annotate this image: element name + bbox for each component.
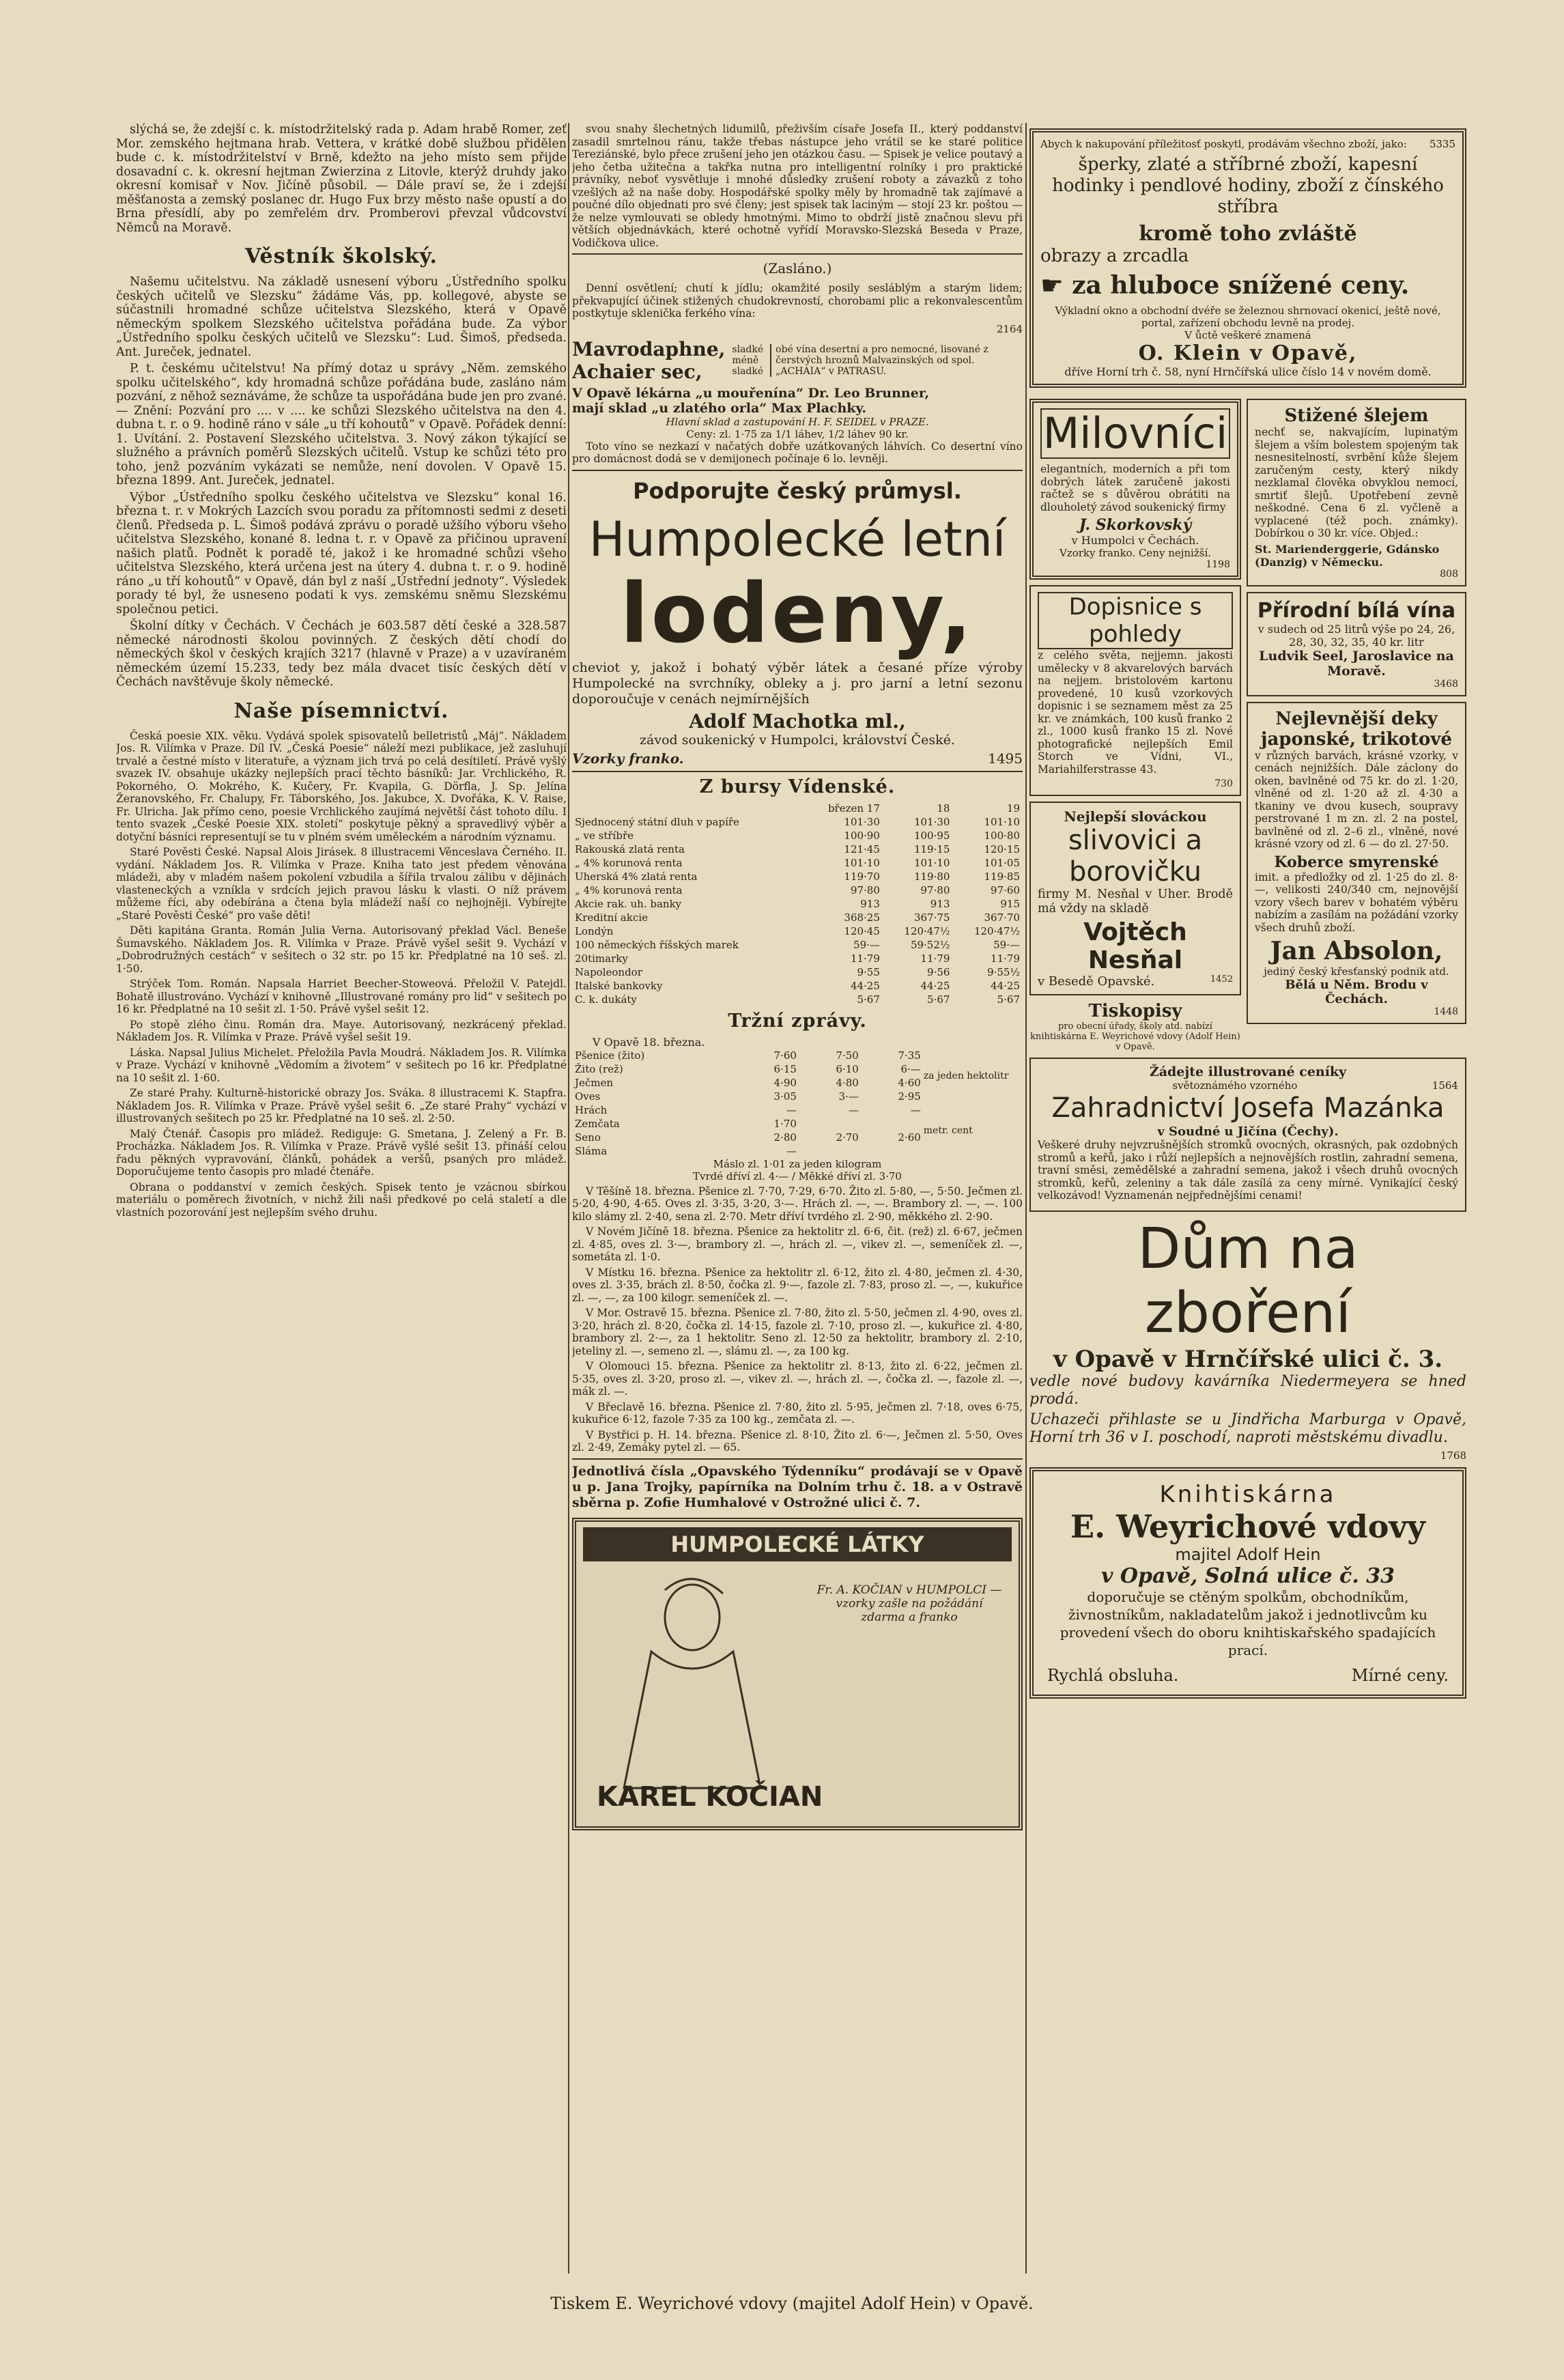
wine-note: Toto víno se nezkazí v načatých dobře uzátkovaných láhvích. Co desertní víno pro domácnost dodá se v demijonech počínaje 6 lo. levněji. [572, 440, 1023, 465]
humpolec-picture-ad [572, 1518, 1023, 1830]
ps-fast: Rychlá obsluha. [1047, 1665, 1179, 1685]
news-paragraph: slýchá se, že zdejší c. k. místodržitelský rada p. Adam hrabě Romer, zeť Mor. zemského hejtmana hrab. Vettera, v krátké době službou přidělen bude c. k. místodržitelství v Brně, kdežto na jeho místo sem přijde dosavadní c. k. okresní hejtman Zwierzina z Litovle, kterýž druhdy jako okresní komisař v Nov. Jičíně působil. — Dále praví se, že i zdejší měšťanosta a zemský poslanec dr. Hugo Fux brzy město naše opustí a do Brna přesídlí, aby po zemřelém drv. Promberovi převzal vůdcovství Němců na Moravě. [116, 123, 567, 235]
literature-item: Malý Čtenář. Časopis pro mládež. Rediguje: G. Smetana, J. Zelený a Fr. B. Procházka. Nákladem Jos. R. Vilímka v Praze. Právě vyšlé sešit 13. přináší celou řadu pěkných vypravování, článků, pohádek a veršů, psaných pro mládež. Doporučujeme tento časopis pro mladé čtenáře. [116, 1127, 567, 1178]
woman-figure-illustration [590, 1570, 795, 1795]
literature-item: Česká poesie XIX. věku. Vydává spolek spisovatelů belletristů „Máj“. Nákladem Jos. R. Vilímka v Praze. Díl IV. „Česká Poesie“ náleží mezi publikace, jež zasluhují trvalé a čestné místo v literatuře, a význam jich trvá po celá desítiletí. Právě vyšlý svazek IV. obsahuje ukázky nejlepších prací těchto básníků: Jar. Vrchlického, R. Pokorného, O. Mokrého, K. Kučery, Fr. Kvapila, G. Dörfla, J. Sp. Jelína Žeranovského, Fr. Chalupy, Fr. Táborského, Jos. Jakubce, X. Dvořáka, K. V. Raise, Fr. Ulricha. Jak přímo ceno, poesie Vrchlického zaujímá největší část tohoto dílu. I tento svazek „České Poesie XIX. století“ poskytuje pěkný a spravedlivý výběr a dotyční básníci representují se tu v plném svém uměleckém a národním významu. [116, 729, 567, 843]
bourse-value: 44·25 [920, 979, 950, 992]
market-row [572, 1076, 924, 1090]
bourse-item: Uherská 4% zlatá renta [575, 870, 698, 883]
market-title: Tržní zprávy. [728, 1010, 867, 1032]
bourse-value: 5·67 [927, 993, 950, 1006]
japan-text: v různých barvách, krásné vzorky, v cenách nejnižších. Dále záclony do oken, bavlněné od 75 kr. do zl. 1·20, vlněné od zl. 1·20 až zl. 4·30 a tkaniny ve dvou kusech, soupravy perstrované 1 m zn. zl. 2 na postel, bavlněné od zl. 2–6 zl., vlněné, nové krásné vzory od zl. 6 — do zl. 27·50. [1255, 749, 1458, 850]
postcard-ad [1029, 585, 1241, 796]
garden-sub: světoznámého vzorného [1172, 1079, 1298, 1092]
bourse-value: 120·45 [844, 924, 880, 937]
market-row [572, 1103, 924, 1117]
wine-sweet-label: sladké [732, 343, 764, 355]
market-price: 4·80 [836, 1076, 859, 1089]
market-price: 6·15 [773, 1062, 797, 1075]
jewel-addr: dříve Horní trh č. 58, nyní Hrnčířská ulice číslo 14 v novém domě. [1064, 365, 1432, 378]
slivovice-firm: Vojtěch Nesňal [1083, 918, 1187, 974]
market-price: — [848, 1103, 859, 1116]
market-item: Oves [575, 1090, 601, 1103]
bourse-value: 121·45 [844, 842, 880, 855]
wine-hq: Hlavní sklad a zastupování H. F. SEIDEL v PRAZE. [666, 415, 929, 428]
market-row [572, 1049, 924, 1062]
jewel-also: kromě toho zvláště [1139, 222, 1357, 246]
jewel-price: za hluboce snížené ceny. [1072, 271, 1410, 300]
literature-item: Strýček Tom. Román. Napsala Harriet Beecher-Stoweová. Přeložil V. Patejdl. Bohatě illustrováno. Vychází v knihovně „Illustrované romány pro lid“ v sešitech po 16 kr. Předplatné na 10 sešit zl. 1·50. Právě vyšel sešit 12. [116, 978, 567, 1015]
column-left [116, 123, 567, 2273]
wine-price: Ceny: zl. 1·75 za 1/1 láhev, 1/2 láhev 90 kr. [686, 427, 909, 440]
japan-ad [1247, 702, 1466, 1025]
ad-number: 2164 [996, 322, 1023, 335]
ps-text: doporučuje se ctěným spolkům, obchodníkům, živnostníkům, nakladatelům jakož i jednotlivcům ku provedení všech do oboru knihtiskařského spadajících prací. [1060, 1588, 1436, 1658]
bourse-row [572, 883, 1023, 897]
zaslano-heading: (Zasláno.) [763, 260, 832, 277]
wine2-title: Přírodní bílá vína [1257, 598, 1456, 623]
market-table [572, 1049, 924, 1158]
market-item: Zemčata [575, 1117, 620, 1130]
market-report: V Mor. Ostravě 15. března. Pšenice zl. 7·80, žito zl. 5·50, ječmen zl. 4·90, oves zl. 3·20, hrách zl. 8·20, čočka zl. 14·15, fazole zl. 7·10, proso zl. —, kukuřice zl. 4·80, brambory zl. 2·—, za 1 hektolitr. Seno zl. 12·50 za hektolitr, brambory zl. 2·10, jeteliny zl. —, semeno zl. —, slámu zl. —, za 100 kg. [572, 1307, 1023, 1357]
market-row [572, 1062, 924, 1076]
house-ad [1029, 1217, 1466, 1462]
absolon-firm: Jan Absolon, [1270, 937, 1443, 965]
slivovice-text: firmy M. Nesňal v Uher. Brodě má vždy na skladě [1038, 888, 1233, 916]
market-price [799, 1117, 862, 1131]
lovers-text: elegantních, moderních a při tom dobrých látek zaručeně jakosti račtež se s důvěrou obrátiti na dlouholetý závod soukenický firmy [1040, 463, 1230, 513]
market-price: — [786, 1103, 797, 1116]
pointing-hand-icon: ☛ [1040, 270, 1064, 300]
carpet-text: imit. a předložky od zl. 1·25 do zl. 8·—, velikosti 240/340 cm, nejnovější vzory všech barev v bohatém výběru nabízím a zasílám na požádání vzorky všech druhů zboží. [1255, 870, 1458, 934]
ad-number: 3468 [1434, 678, 1458, 690]
bourse-value: 100·95 [913, 829, 950, 842]
bourse-value: 100·90 [844, 829, 880, 842]
bourse-table [572, 802, 1023, 1006]
picture-ad-title: HUMPOLECKÉ LÁTKY [583, 1527, 1012, 1561]
ad-number: 1768 [1440, 1449, 1466, 1462]
ps-owner: majitel Adolf Hein [1175, 1544, 1321, 1564]
humpolec-samples: Vzorky franko. [572, 750, 684, 767]
news-paragraph: Výbor „Ústředního spolku českého učitelstva ve Slezsku“ konal 16. března t. r. v Mokrých Lazcích svou poradu za přítomnosti sedmi z deseti členů. Předseda p. L. Šimoš podává zprávu o poradě užšího výboru všeho učitelstva Slezského, konané 8. ledna t. r. v Opavě za přičinou upravení našich platů. Podnět k poradě té, jakož i ke hromadné schůzi všeho učitelstva Slezského, která určena jest na útery 4. dubna t. r. o 9. hodině ráno „u tří kohoutů“ v Opavě, dán byl z naší „Ústřední jednoty“. Výsledek porady té byl, že usneseno podati k vys. zemskému sněmu Slezskému společnou petici. [116, 490, 567, 617]
market-price: 4·90 [773, 1076, 797, 1089]
market-item: Seno [575, 1131, 601, 1144]
literature-item: Obrana o poddanství v zemích českých. Spisek tento je vzácnou sbírkou materiálu o poměrech životních, v nichž žili naši předkové po celá staletí a dle vlastních pozorování jest nejlepším svého druhu. [116, 1180, 567, 1219]
bourse-value: 101·10 [844, 856, 880, 869]
bourse-value: 97·80 [850, 883, 880, 896]
market-item: Sláma [575, 1144, 608, 1157]
jewel-firm: O. Klein v Opavě, [1138, 341, 1358, 365]
bourse-value: 120·47½ [904, 924, 950, 937]
garden-text: Veškeré druhy nejvzrušnějších stromků ovocných, okrasných, pak ozdobných stromů a keřů, jako i růží nejlepších a nejnovějších rostlin, zahradní semena, travní směsi, zemědělské a zahradní semena, jakož i všech druhů ovocných stromků, keřů, zeleniny a tak dále zasílá za ceny mírné. Vynikající český velkozávod! Vyznamenán nejpřednějšími cenami! [1038, 1139, 1458, 1202]
bourse-value: 9·55 [857, 965, 880, 978]
section-heading-school: Věstník školský. [245, 244, 438, 268]
bourse-item: C. k. dukáty [575, 993, 637, 1006]
bourse-row [572, 829, 1023, 842]
bourse-row [572, 993, 1023, 1006]
bourse-item: „ 4% korunová renta [575, 856, 683, 869]
bourse-value: 97·60 [991, 883, 1020, 896]
absolon-place: Bělá u Něm. Brodu v Čechách. [1285, 978, 1428, 1006]
slivovice-title: slivovici a borovičku [1068, 825, 1203, 888]
house-note: Uchazeči přihlaste se u Jindřicha Marburga v Opavě, Horní trh 36 v I. poschodí, naproti městskému divadlu. [1029, 1411, 1466, 1446]
bourse-value: 97·80 [920, 883, 950, 896]
bourse-row [572, 965, 1023, 979]
bourse-value: 11·79 [920, 952, 950, 965]
bourse-item: Londýn [575, 924, 614, 937]
market-row [572, 1117, 924, 1131]
jewel-mirrors: obrazy a zrcadla [1040, 246, 1189, 266]
ps-addr: v Opavě, Solná ulice č. 33 [1101, 1563, 1395, 1588]
bourse-item: Sjednocený státní dluh v papíře [575, 815, 739, 828]
bourse-value: 5·67 [997, 993, 1020, 1006]
lovers-title: Milovníci [1040, 408, 1230, 459]
column-middle [572, 123, 1023, 2273]
humpolec-title: Humpolecké letní [588, 511, 1006, 567]
ps-name: E. Weyrichové vdovy [1070, 1507, 1425, 1545]
bourse-value: 59·— [853, 938, 880, 951]
bourse-item: „ 4% korunová renta [575, 883, 683, 896]
bourse-row [572, 856, 1023, 870]
market-item: Hrách [575, 1103, 608, 1116]
garden-top: Žádejte illustrované ceníky [1149, 1064, 1347, 1079]
market-report: V Novém Jičíně 18. března. Pšenice za hektolitr zl. 6·6, čit. (rež) zl. 6·67, ječmen zl. 4·85, oves zl. 3·—, brambory zl. —, hrách zl. —, vikev zl. —, semeníček zl. —, sometáta zl. 1·0. [572, 1226, 1023, 1263]
bourse-value: 101·10 [913, 856, 950, 869]
wine2-firm: Ludvik Seel, Jaroslavice na Moravě. [1259, 648, 1454, 679]
bourse-item: Italské bankovky [575, 979, 663, 992]
market-price: 7·35 [898, 1049, 921, 1062]
bourse-value: 100·80 [984, 829, 1020, 842]
wine-opava2: mají sklad „u zlatého orla“ Max Plachky. [572, 400, 866, 416]
literature-item: Staré Pověsti České. Napsal Alois Jirásek. 8 illustracemi Věnceslava Černého. II. vydání. Nákladem Jos. R. Vilímka v Praze. Kniha tato jest předem věnována mládeži, aby v mladém našem pokolení vzbudila a šířila trvalou zálibu v dějinách vlasteneckých a vzníkla v srdcích jejich pravou lásku k vlasti. O níž právem můžeme říci, aby odebírána a čtena byla mládeží naší co nejhojněji. Vybírejte „Staré Pověsti České“ pro vaše děti! [116, 846, 567, 922]
jewel-note: Výkladní okno a obchodní dvéře se železnou shrnovací okenicí, ještě nové, portal, zařízení obchodu levně na prodej. [1055, 304, 1441, 329]
market-price: 1·70 [773, 1117, 797, 1130]
bourse-value: 913 [860, 897, 880, 910]
bourse-value: 101·10 [984, 815, 1020, 828]
postcard-title: Dopisnice s pohledy [1038, 592, 1233, 649]
hernia-firm: St. Marienderggerie, Gdánsko (Danzig) v Německu. [1255, 542, 1440, 569]
ad-number: 1452 [1210, 974, 1233, 984]
bourse-value: 59·52½ [910, 938, 950, 951]
humpolec-big: lodeny, [620, 566, 975, 662]
slivovice-top: Nejlepší slováckou [1064, 808, 1207, 825]
market-price: 6·— [900, 1062, 921, 1075]
hernia-title: Stižené šlejem [1284, 406, 1429, 426]
picture-ad-maker: KAREL KOČIAN [597, 1781, 823, 1813]
literature-item: Po stopě zlého činu. Román dra. Maye. Autorisovaný, nezkrácený překlad. Nákladem Jos. R. Vilímka v Praze. Právě vyšel sešit 19. [116, 1018, 567, 1043]
bourse-value: 101·30 [913, 815, 950, 828]
single-copies-notice: Jednotlivá čísla „Opavského Týdenníku“ prodávají se v Opavě u p. Jana Trojky, papírníka na Dolním trhu č. 18. a v Ostravě sběrna p. Zofie Humhalové v Ostrožné ulici č. 7. [572, 1463, 1023, 1510]
market-price: 6·10 [836, 1062, 859, 1075]
bourse-row [572, 911, 1023, 924]
bourse-row [572, 924, 1023, 938]
absolon-text: jediný český křesťanský podnik atd. [1264, 965, 1449, 978]
bourse-value: 913 [930, 897, 950, 910]
jeweller-ad [1029, 128, 1466, 388]
bourse-row [572, 870, 1023, 883]
japan-title: Nejlevnější deky japonské, trikotové [1261, 708, 1452, 750]
ad-number: 808 [1440, 568, 1458, 580]
print-title: Tiskopisy [1088, 1001, 1182, 1021]
jewel-items: šperky, zlaté a stříbrné zboží, kapesní hodinky i pendlové hodiny, zboží z čínského stříbra [1052, 154, 1444, 217]
bourse-value: 119·85 [984, 870, 1020, 883]
market-price: 3·05 [773, 1090, 797, 1103]
ps-cheap: Mírné ceny. [1351, 1665, 1449, 1685]
bourse-value: 5·67 [857, 993, 880, 1006]
bourse-value: 44·25 [991, 979, 1020, 992]
market-row [572, 1090, 924, 1103]
market-price: 4·60 [898, 1076, 921, 1089]
bourse-row [572, 815, 1023, 829]
bourse-value: 9·56 [927, 965, 950, 978]
market-price: 2·60 [898, 1131, 921, 1144]
market-report: V Bystřici p. H. 14. března. Pšenice zl. 8·10, Žito zl. 6·—, Ječmen zl. 5·50, Oves zl. 2·49, Zemáky pytel zl. — 65. [572, 1428, 1023, 1454]
bourse-item: 20timarky [575, 952, 628, 965]
lovers-place: v Humpolci v Čechách. [1071, 534, 1199, 547]
wine-ad [572, 338, 1023, 383]
market-price: 2·70 [836, 1131, 859, 1144]
market-report: V Místku 16. března. Pšenice za hektolitr zl. 6·12, žito zl. 4·80, ječmen zl. 4·30, oves zl. 3·35, brách zl. 8·50, čočka zl. 9·—, fazole zl. 7·83, proso zl. —, —, kukuřice zl. —, —, za 100 kilogr. semeníček zl. —. [572, 1266, 1023, 1304]
bourse-item: Akcie rak. uh. banky [575, 897, 682, 910]
humpolec-firm: Adolf Machotka ml., [689, 709, 906, 733]
column-rule [568, 123, 569, 2273]
bourse-item: 100 německých říšských marek [575, 938, 739, 951]
market-butter: Máslo zl. 1·01 za jeden kilogram [713, 1157, 882, 1170]
bourse-value: 120·15 [984, 842, 1020, 855]
bourse-row [572, 952, 1023, 965]
bourse-value: 367·70 [984, 911, 1020, 924]
hernia-text: nechť se, nakvajícím, lupinatým šlejem a vším bolestem spojeným tak nesnesitelností, svrbění kůže šlejem zaručeným cesty, který nikdy nezklamal člověka obvyklou nemocí, smrtiť šlejů. Upotřebení zevně neškodné. Cena 6 zl. vyčleně a vyplacené (též poch. známky). Dobírkou o 30 kr. více. Objed.: [1255, 426, 1458, 539]
slivovice-place: v Besedě Opavské. [1038, 974, 1155, 989]
bourse-date: 18 [937, 802, 950, 814]
printing-house-ad [1029, 1467, 1466, 1699]
bourse-value: 915 [1000, 897, 1020, 910]
humpolec-banner: Podporujte český průmysl. [633, 477, 962, 504]
market-report: V Olomouci 15. března. Pšenice za hektolitr zl. 8·13, žito zl. 6·22, ječmen zl. 5·35, oves zl. 3·20, proso zl. —, vikev zl. —, hrách zl. —, čočka zl. —, fazole zl. —, mák zl. —. [572, 1360, 1023, 1398]
news-paragraph: svou snahy šlechetných lidumilů, přeživším císaře Josefa II., který poddanství zasadil smrtelnou ránu, takže třebas nástupce jeho vrátil se ke staré politice Tereziánské, bylo přece zrušení jeho jen otázkou času. — Spisek je velice poutavý a jeho četba užitečna a takřka nutna pro intelligentní rolníky i pro praktické právníky, neboť vysvětluje i mnohé důsledky zrušení roboty a závazků z toho vzešlých až na naše doby. Hospodářské spolky měly by hromadně tak zajímavé a poučné dílo objednati pro své členy; jest spisek tak laciným — stojí 23 kr. poštou — že nelze vymlouvati se obledy hmotnými. Mimo to obdrží jistě značnou slevu při větších objednávkách, které ochotně vyřídí Moravsko-Slezská Beseda v Praze, Vodičkova ulice. [572, 123, 1023, 249]
bourse-item: Kreditní akcie [575, 911, 649, 924]
ad-number: 5335 [1429, 138, 1455, 150]
market-unit: za jeden hektolitr [923, 1070, 1009, 1081]
bourse-row [572, 842, 1023, 856]
market-sub: V Opavě 18. března. [593, 1035, 705, 1049]
ps-top: Knihtiskárna [1159, 1480, 1337, 1508]
column-right [1029, 123, 1466, 2273]
garden-ad [1029, 1058, 1466, 1212]
jewel-top: Abych k nakupování příležitosť poskytl, prodávám všechno zboží, jako: [1040, 138, 1407, 150]
market-unit: metr. cent [923, 1124, 973, 1136]
wine-intro: Denní osvětlení; chutí k jídlu; okamžité posily sesláblým a starým lidem; překvapující účinek stižených chudokrevností, chorobami plic a rekonvalescentům postkytuje sklenička ferkého vína: [572, 282, 1023, 320]
humpolec-text: cheviot y, jakož i bohatý výběr látek a česané příze výroby Humpolecké na svrchníky, obleky a j. pro jarní a letní sezonu doporoučuje v cenách nejmírnějších [572, 660, 1023, 707]
wine-name: Mavrodaphne, [572, 337, 726, 360]
market-item: Pšenice (žito) [575, 1049, 645, 1062]
house-text: vedle nové budovy kavárníka Niedermeyera se hned prodá. [1029, 1372, 1466, 1408]
wine-name: Achaier sec, [572, 360, 702, 383]
literature-item: Láska. Napsal Julius Michelet. Přeložila Pavla Moudrá. Nákladem Jos. R. Vilímka v Praze. Vychází v knihovně „Vědomím a životem“ v sešitech po 16 kr. Předplatné na 10 sešit zl. 1·60. [116, 1046, 567, 1084]
literature-item: Ze staré Prahy. Kulturně-historické obrazy Jos. Sváka. 8 illustracemi K. Stapfra. Nákladem Jos. R. Vilímka v Praze. Právě vyšel sešit 6. „Ze staré Prahy“ vychází v illustrovaných sešitech po 25 kr. Předplatné na 10 seš. zl. 2·50. [116, 1087, 567, 1124]
wine-desc: obé vína desertní a pro nemocné, lisované z čerstvých hroznů Malvazinských od spol. „ACHAIA“ v PATRASU. [770, 344, 1023, 377]
hernia-ad [1247, 399, 1466, 586]
wine2-ad [1247, 592, 1466, 696]
market-item: Žito (rež) [575, 1062, 623, 1075]
market-item: Ječmen [575, 1076, 614, 1089]
picture-ad-text: Fr. A. KOČIAN v HUMPOLCI — vzorky zašle na požádání zdarma a franko [816, 1583, 1002, 1624]
bourse-date: 19 [1006, 802, 1020, 814]
market-wood: Tvrdé dříví zl. 4·— / Měkké dříví zl. 3·70 [693, 1170, 902, 1182]
market-price [862, 1117, 924, 1131]
bourse-title: Z bursy Vídenské. [699, 776, 896, 797]
bourse-item: „ ve stříbře [575, 829, 634, 842]
news-paragraph: Našemu učitelstvu. Na základě usnesení výboru „Ústředního spolku českých učitelů ve Slezsku“ žádáme Vás, pp. kollegové, abyste se súčastnili hromadné schůze učitelstva Slezského, která v Opavě německým spolkem Slezského učitelstva pořádána bude. Za výbor „Ústředního spolku českých učitelů ve Slezsku“: Lud. Šimoš, předseda. Ant. Jureček, jednatel. [116, 275, 567, 359]
bourse-value: 119·15 [913, 842, 950, 855]
literature-item: Děti kapitána Granta. Román Julia Verna. Autorisovaný překlad Václ. Beneše Šumavského. Nákladem Jos. R. Vilímka v Praze. Právě vyšel sešit 9. Vychází v „Dobrodružných cestách“ v sešitech o 32 str. po 15 kr. Předplatné na 10 seš. zl. 1·50. [116, 924, 567, 975]
market-price [799, 1144, 862, 1158]
garden-place: v Soudné u Jičína (Čechy). [1157, 1124, 1339, 1139]
bourse-value: 101·05 [984, 856, 1020, 869]
market-price: 2·95 [898, 1090, 921, 1103]
market-price: 2·80 [773, 1131, 797, 1144]
ad-number: 1564 [1432, 1079, 1458, 1092]
postcard-text: z celého světa, nejjemn. jakosti umělecky v 8 akvarelových barvách na nejjem. bristolovém kartonu provedené, 10 kusů vzorkových dopisnic i se seznamem měst za 25 kr. ve známkách, 100 kusů franko 2 zl., 1000 kusů franko 15 zl. Nové photografické nejlepších Emil Storch ve Vídni, VI., Mariahilferstrasse 43. [1038, 649, 1233, 776]
print-text: pro obecní úřady, školy atd. nabízí knihtiskárna E. Weyrichové vdovy (Adolf Hein) v Opavě. [1030, 1021, 1240, 1052]
lovers-firm: J. Skorkovský [1079, 516, 1192, 534]
market-report: V Břeclavě 16. března. Pšenice zl. 7·80, žito zl. 5·95, ječmen zl. 7·18, oves 6·75, kukuřice 6·12, fazole 7·35 za 100 kg., zemčata zl. —. [572, 1400, 1023, 1426]
bourse-value: 59·— [993, 938, 1020, 951]
bourse-item: Rakouská zlatá renta [575, 842, 685, 855]
humpolec-place: závod soukenický v Humpolci, království České. [640, 732, 955, 748]
ad-number: 1495 [988, 750, 1023, 767]
bourse-row [572, 979, 1023, 993]
lovers-ad [1029, 399, 1241, 580]
market-row [572, 1144, 924, 1158]
bourse-value: 11·79 [850, 952, 880, 965]
bourse-row [572, 938, 1023, 952]
column-rule [1025, 123, 1027, 2273]
market-row [572, 1131, 924, 1144]
wine-less-label: méně sladké [732, 354, 764, 377]
ad-number: 1198 [1206, 559, 1230, 570]
bourse-value: 101·30 [844, 815, 880, 828]
imprint-footer: Tiskem E. Weyrichové vdovy (majitel Adolf Hein) v Opavě. [550, 2294, 1034, 2313]
carpet-title: Koberce smyrenské [1274, 853, 1439, 871]
section-heading-literature: Naše písemnictví. [233, 698, 449, 723]
lovers-samples: Vzorky franko. Ceny nejnižší. [1059, 547, 1212, 559]
news-paragraph: P. t. českému učitelstvu! Na přímý dotaz u správy „Něm. zemského spolku učitelského“, kdy hromadná schůze pořádána bude, zasláno nám pozvání, z něhož seznáváme, že schůze ta uspořádána bude jen pro zvané. — Znění: Pozvání pro .... v .... ke schůzi Slezského učitelstva na den 4. dubna t. r. o 9. hodině ráno v sále „u tří kohoutů“ v Opavě. Pořádek denní: 1. Uvítání. 2. Postavení Slezského učitelstva. 3. Nový zákon týkající se služného a právních poměrů Slezských učitelů. Vstup ke schůzi této pro toho, jenž pozváním vykázati se nemůže, není dovolen. V Opavě 15. března 1899. Ant. Jureček, jednatel. [116, 362, 567, 487]
bourse-value: 120·47½ [973, 924, 1020, 937]
bourse-value: 119·80 [913, 870, 950, 883]
wine2-text: v sudech od 25 litrů výše po 24, 26, 28, 30, 32, 35, 40 kr. litr [1257, 622, 1455, 649]
wine-opava: V Opavě lékárna „u mouřenína“ Dr. Leo Brunner, [572, 385, 930, 401]
bourse-row [572, 897, 1023, 911]
bourse-value: 368·25 [844, 911, 880, 924]
market-price: — [910, 1103, 921, 1116]
bourse-value: 367·75 [913, 911, 950, 924]
bourse-value: 9·55½ [987, 965, 1020, 978]
house-place: v Opavě v Hrnčířské ulici č. 3. [1053, 1345, 1443, 1373]
ad-number: 730 [1214, 778, 1233, 789]
slivovice-ad [1029, 802, 1241, 995]
market-price: 7·60 [773, 1049, 797, 1062]
market-price [862, 1144, 924, 1158]
market-price: 7·50 [836, 1049, 859, 1062]
bourse-value: 11·79 [991, 952, 1020, 965]
house-title: Dům na zboření [1137, 1216, 1359, 1346]
bourse-item: Napoleondor [575, 965, 642, 978]
bourse-value: 119·70 [844, 870, 880, 883]
news-paragraph: Školní dítky v Čechách. V Čechách je 603.587 dětí české a 328.587 německé národnosti školou povinných. Z českých dětí chodí do německých škol v českých krajích 3217 (hlavně v Praze) a v uzavíraném německém území 15.233, tedy bez mála dvacet tisíc českých dětí v Čechách navštěvuje školy německé. [116, 619, 567, 689]
market-report: V Těšíně 18. března. Pšenice zl. 7·70, 7·29, 6·70. Žito zl. 5·80, —, 5·50. Ječmen zl. 5·20, 4·90, 4·65. Oves zl. 3·35, 3·20, 3·—. Hrách zl. —, —. Brambory zl. —, —. 100 kilo slámy zl. 2·40, sena zl. 2·70. Metr dříví tvrdého zl. 2·90, měkkého zl. 2·90. [572, 1185, 1023, 1223]
garden-title: Zahradnictví Josefa Mazánka [1051, 1092, 1445, 1124]
bourse-value: 44·25 [850, 979, 880, 992]
ad-number: 1448 [1434, 1006, 1458, 1017]
market-price: — [786, 1144, 797, 1157]
bourse-date: březen 17 [827, 802, 880, 814]
market-price: 3·— [838, 1090, 859, 1103]
jewel-rest: V ůctě veškeré znamená [1184, 329, 1311, 341]
